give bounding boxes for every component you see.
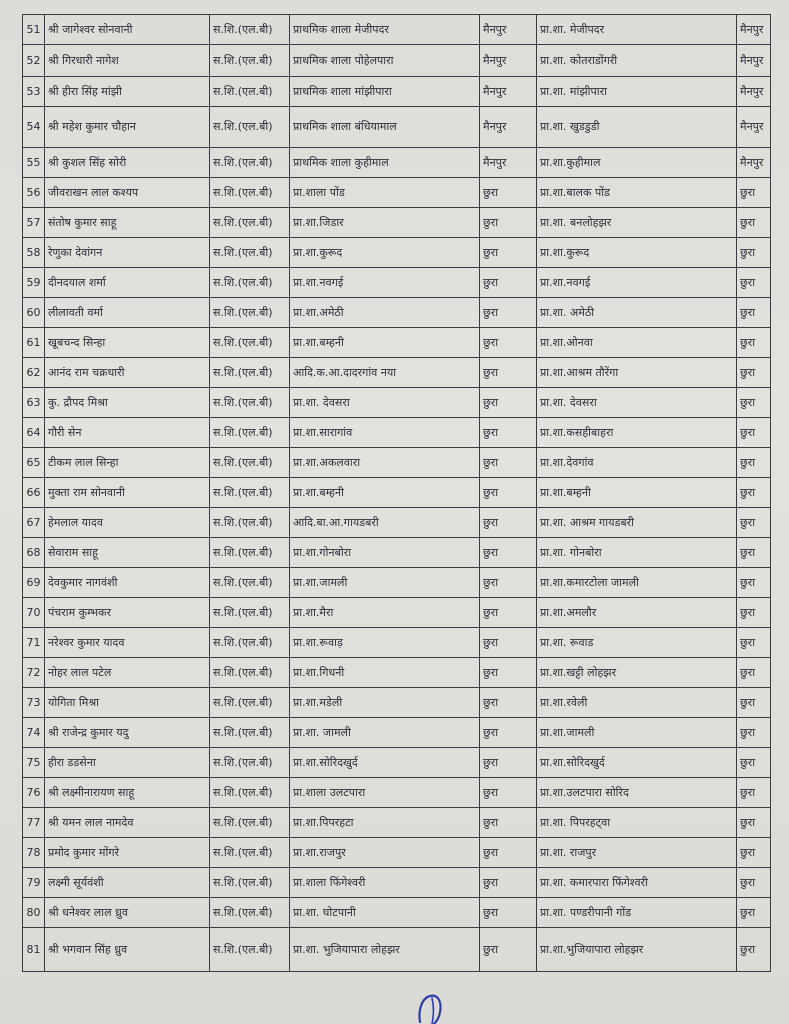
current-school-cell: प्रा.शा.जामली xyxy=(290,568,480,598)
teacher-name-cell: योगिता मिश्रा xyxy=(45,688,210,718)
table-row xyxy=(23,688,771,718)
teacher-name-cell: लक्ष्मी सूर्यवंशी xyxy=(45,868,210,898)
table-row xyxy=(23,418,771,448)
new-block-cell: छुरा xyxy=(737,688,771,718)
current-block-cell: छुरा xyxy=(480,448,537,478)
designation-cell: स.शि.(एल.बी) xyxy=(210,77,290,107)
designation-cell: स.शि.(एल.बी) xyxy=(210,778,290,808)
serial-number-cell: 77 xyxy=(23,808,45,838)
current-school-cell: प्रा.शा. भुजियापारा लोहझर xyxy=(290,928,480,972)
new-school-cell: प्रा.शा. कमारपारा फिंगेश्वरी xyxy=(537,868,737,898)
serial-number-cell: 81 xyxy=(23,928,45,972)
table-row xyxy=(23,628,771,658)
designation-cell: स.शि.(एल.बी) xyxy=(210,178,290,208)
serial-number-cell: 71 xyxy=(23,628,45,658)
serial-number-cell: 53 xyxy=(23,77,45,107)
teacher-name-cell: कु. द्रौपद मिश्रा xyxy=(45,388,210,418)
new-school-cell: प्रा.शा.नवगई xyxy=(537,268,737,298)
serial-number-cell: 79 xyxy=(23,868,45,898)
current-block-cell: छुरा xyxy=(480,658,537,688)
current-block-cell: छुरा xyxy=(480,208,537,238)
serial-number-cell: 78 xyxy=(23,838,45,868)
current-block-cell: छुरा xyxy=(480,868,537,898)
table-row xyxy=(23,778,771,808)
new-block-cell: छुरा xyxy=(737,598,771,628)
current-block-cell: मैनपुर xyxy=(480,148,537,178)
new-school-cell: प्रा.शा. पण्डरीपानी गोंड xyxy=(537,898,737,928)
teacher-name-cell: सेवाराम साहू xyxy=(45,538,210,568)
designation-cell: स.शि.(एल.बी) xyxy=(210,718,290,748)
table-row xyxy=(23,568,771,598)
table-row xyxy=(23,538,771,568)
teacher-name-cell: खूबचन्द सिन्हा xyxy=(45,328,210,358)
teacher-transfer-table xyxy=(22,14,771,972)
current-school-cell: प्रा.शा.राजपुर xyxy=(290,838,480,868)
new-block-cell: छुरा xyxy=(737,748,771,778)
teacher-name-cell: श्री जागेश्वर सोनवानी xyxy=(45,15,210,45)
new-block-cell: मैनपुर xyxy=(737,45,771,77)
new-school-cell: प्रा.शा. पिपरहट्वा xyxy=(537,808,737,838)
new-block-cell: छुरा xyxy=(737,418,771,448)
current-block-cell: छुरा xyxy=(480,778,537,808)
table-row xyxy=(23,718,771,748)
current-school-cell: प्राथमिक शाला कुहीमाल xyxy=(290,148,480,178)
new-block-cell: छुरा xyxy=(737,568,771,598)
serial-number-cell: 64 xyxy=(23,418,45,448)
teacher-name-cell: नरेश्वर कुमार यादव xyxy=(45,628,210,658)
current-block-cell: छुरा xyxy=(480,328,537,358)
teacher-name-cell: मुक्ता राम सोनवानी xyxy=(45,478,210,508)
current-block-cell: छुरा xyxy=(480,538,537,568)
teacher-name-cell: हीरा डडसेना xyxy=(45,748,210,778)
current-block-cell: छुरा xyxy=(480,718,537,748)
current-school-cell: आदि.बा.आ.गायडबरी xyxy=(290,508,480,538)
designation-cell: स.शि.(एल.बी) xyxy=(210,568,290,598)
designation-cell: स.शि.(एल.बी) xyxy=(210,808,290,838)
table-row xyxy=(23,358,771,388)
serial-number-cell: 70 xyxy=(23,598,45,628)
teacher-name-cell: श्री धनेश्वर लाल ध्रुव xyxy=(45,898,210,928)
teacher-name-cell: देवकुमार नागवंशी xyxy=(45,568,210,598)
new-school-cell: प्रा.शा. आश्रम गायडबरी xyxy=(537,508,737,538)
current-school-cell: प्रा.शा.गिधनी xyxy=(290,658,480,688)
table-row xyxy=(23,178,771,208)
new-school-cell: प्रा.शा. रूवाड xyxy=(537,628,737,658)
new-school-cell: प्रा.शा.भुजियापारा लोहझर xyxy=(537,928,737,972)
serial-number-cell: 60 xyxy=(23,298,45,328)
table-row xyxy=(23,598,771,628)
new-block-cell: छुरा xyxy=(737,718,771,748)
new-block-cell: छुरा xyxy=(737,658,771,688)
new-block-cell: छुरा xyxy=(737,868,771,898)
designation-cell: स.शि.(एल.बी) xyxy=(210,598,290,628)
table-row xyxy=(23,508,771,538)
designation-cell: स.शि.(एल.बी) xyxy=(210,358,290,388)
teacher-name-cell: श्री भगवान सिंह ध्रुव xyxy=(45,928,210,972)
current-block-cell: छुरा xyxy=(480,298,537,328)
current-block-cell: मैनपुर xyxy=(480,77,537,107)
teacher-name-cell: संतोष कुमार साहू xyxy=(45,208,210,238)
teacher-name-cell: श्री गिरधारी नागेश xyxy=(45,45,210,77)
teacher-name-cell: श्री हीरा सिंह मांझी xyxy=(45,77,210,107)
teacher-name-cell: श्री कुशल सिंह सोरी xyxy=(45,148,210,178)
serial-number-cell: 58 xyxy=(23,238,45,268)
new-school-cell: प्रा.शा.कसहीबाहरा xyxy=(537,418,737,448)
designation-cell: स.शि.(एल.बी) xyxy=(210,107,290,148)
table-row xyxy=(23,928,771,972)
table-row xyxy=(23,238,771,268)
serial-number-cell: 74 xyxy=(23,718,45,748)
table-row xyxy=(23,148,771,178)
serial-number-cell: 80 xyxy=(23,898,45,928)
designation-cell: स.शि.(एल.बी) xyxy=(210,658,290,688)
designation-cell: स.शि.(एल.बी) xyxy=(210,898,290,928)
teacher-name-cell: नोहर लाल पटेल xyxy=(45,658,210,688)
new-block-cell: छुरा xyxy=(737,178,771,208)
current-school-cell: प्रा.शा.अकलवारा xyxy=(290,448,480,478)
new-block-cell: छुरा xyxy=(737,478,771,508)
current-block-cell: छुरा xyxy=(480,388,537,418)
serial-number-cell: 61 xyxy=(23,328,45,358)
new-school-cell: प्रा.शा.बम्हनी xyxy=(537,478,737,508)
teacher-name-cell: प्रमोद कुमार मोंगरे xyxy=(45,838,210,868)
current-school-cell: प्रा.शा.अमेठी xyxy=(290,298,480,328)
designation-cell: स.शि.(एल.बी) xyxy=(210,268,290,298)
new-block-cell: छुरा xyxy=(737,448,771,478)
new-block-cell: छुरा xyxy=(737,238,771,268)
new-block-cell: छुरा xyxy=(737,778,771,808)
current-school-cell: प्रा.शा.कुरूद xyxy=(290,238,480,268)
table-row xyxy=(23,808,771,838)
new-school-cell: प्रा.शा. मेजीपदर xyxy=(537,15,737,45)
current-block-cell: छुरा xyxy=(480,688,537,718)
current-school-cell: प्रा.शा.गोनबोरा xyxy=(290,538,480,568)
designation-cell: स.शि.(एल.बी) xyxy=(210,328,290,358)
serial-number-cell: 69 xyxy=(23,568,45,598)
current-school-cell: प्रा.शा. देवसरा xyxy=(290,388,480,418)
current-block-cell: छुरा xyxy=(480,628,537,658)
table-row xyxy=(23,107,771,148)
designation-cell: स.शि.(एल.बी) xyxy=(210,928,290,972)
new-block-cell: छुरा xyxy=(737,628,771,658)
current-school-cell: प्रा.शा.बम्हनी xyxy=(290,328,480,358)
current-block-cell: छुरा xyxy=(480,808,537,838)
current-school-cell: प्राथमिक शाला मेजीपदर xyxy=(290,15,480,45)
new-school-cell: प्रा.शा.ओनवा xyxy=(537,328,737,358)
teacher-name-cell: श्री लक्ष्मीनारायण साहू xyxy=(45,778,210,808)
new-school-cell: प्रा.शा.रवेली xyxy=(537,688,737,718)
designation-cell: स.शि.(एल.बी) xyxy=(210,238,290,268)
new-school-cell: प्रा.शा.कुहीमाल xyxy=(537,148,737,178)
teacher-name-cell: श्री महेश कुमार चौहान xyxy=(45,107,210,148)
teacher-name-cell: श्री राजेन्द्र कुमार यदु xyxy=(45,718,210,748)
current-block-cell: छुरा xyxy=(480,898,537,928)
new-block-cell: छुरा xyxy=(737,838,771,868)
current-school-cell: प्रा.शा.सारागांव xyxy=(290,418,480,448)
table-row xyxy=(23,45,771,77)
current-block-cell: छुरा xyxy=(480,928,537,972)
new-block-cell: छुरा xyxy=(737,268,771,298)
serial-number-cell: 63 xyxy=(23,388,45,418)
new-block-cell: मैनपुर xyxy=(737,107,771,148)
table-row xyxy=(23,748,771,778)
new-block-cell: मैनपुर xyxy=(737,148,771,178)
serial-number-cell: 55 xyxy=(23,148,45,178)
current-school-cell: प्रा.शा.रूवाड़ xyxy=(290,628,480,658)
current-block-cell: मैनपुर xyxy=(480,15,537,45)
current-block-cell: छुरा xyxy=(480,358,537,388)
teacher-name-cell: आनंद राम चक्रधारी xyxy=(45,358,210,388)
teacher-name-cell: रेणुका देवांगन xyxy=(45,238,210,268)
designation-cell: स.शि.(एल.बी) xyxy=(210,868,290,898)
current-school-cell: प्रा.शाला उलटपारा xyxy=(290,778,480,808)
table-row xyxy=(23,868,771,898)
teacher-name-cell: जीवराखन लाल कश्यप xyxy=(45,178,210,208)
designation-cell: स.शि.(एल.बी) xyxy=(210,688,290,718)
current-block-cell: छुरा xyxy=(480,478,537,508)
designation-cell: स.शि.(एल.बी) xyxy=(210,388,290,418)
new-school-cell: प्रा.शा.देवगांव xyxy=(537,448,737,478)
current-school-cell: प्रा.शा.बम्हनी xyxy=(290,478,480,508)
current-school-cell: प्रा.शा.पिपरहटा xyxy=(290,808,480,838)
table-row xyxy=(23,658,771,688)
designation-cell: स.शि.(एल.बी) xyxy=(210,628,290,658)
serial-number-cell: 66 xyxy=(23,478,45,508)
new-block-cell: छुरा xyxy=(737,208,771,238)
new-school-cell: प्रा.शा. मांझीपारा xyxy=(537,77,737,107)
new-school-cell: प्रा.शा.कुरूद xyxy=(537,238,737,268)
current-school-cell: प्राथमिक शाला पोहेलपारा xyxy=(290,45,480,77)
current-block-cell: छुरा xyxy=(480,598,537,628)
new-school-cell: प्रा.शा.बालक पोंड xyxy=(537,178,737,208)
new-school-cell: प्रा.शा.कमारटोला जामली xyxy=(537,568,737,598)
serial-number-cell: 73 xyxy=(23,688,45,718)
current-block-cell: छुरा xyxy=(480,748,537,778)
new-school-cell: प्रा.शा.आश्रम तौरेंगा xyxy=(537,358,737,388)
new-school-cell: प्रा.शा.खट्टी लोहझर xyxy=(537,658,737,688)
teacher-name-cell: दीनदयाल शर्मा xyxy=(45,268,210,298)
current-block-cell: मैनपुर xyxy=(480,45,537,77)
new-school-cell: प्रा.शा. अमेठी xyxy=(537,298,737,328)
current-school-cell: प्रा.शाला फिंगेश्वरी xyxy=(290,868,480,898)
new-school-cell: प्रा.शा. देवसरा xyxy=(537,388,737,418)
current-school-cell: प्रा.शा.सोरिदखुर्द xyxy=(290,748,480,778)
current-school-cell: प्राथमिक शाला मांझीपारा xyxy=(290,77,480,107)
new-school-cell: प्रा.शा. राजपुर xyxy=(537,838,737,868)
table-row xyxy=(23,328,771,358)
table-body xyxy=(23,15,771,972)
designation-cell: स.शि.(एल.बी) xyxy=(210,208,290,238)
serial-number-cell: 59 xyxy=(23,268,45,298)
table-row xyxy=(23,77,771,107)
new-school-cell: प्रा.शा. खुडडुडी xyxy=(537,107,737,148)
new-block-cell: छुरा xyxy=(737,538,771,568)
new-block-cell: छुरा xyxy=(737,928,771,972)
new-school-cell: प्रा.शा. गोनबोरा xyxy=(537,538,737,568)
table-row xyxy=(23,268,771,298)
current-block-cell: छुरा xyxy=(480,238,537,268)
new-block-cell: मैनपुर xyxy=(737,15,771,45)
new-block-cell: छुरा xyxy=(737,388,771,418)
designation-cell: स.शि.(एल.बी) xyxy=(210,15,290,45)
new-school-cell: प्रा.शा.अमलौर xyxy=(537,598,737,628)
serial-number-cell: 57 xyxy=(23,208,45,238)
current-school-cell: प्रा.शा.जिडार xyxy=(290,208,480,238)
teacher-name-cell: टीकम लाल सिन्हा xyxy=(45,448,210,478)
current-block-cell: छुरा xyxy=(480,418,537,448)
new-block-cell: छुरा xyxy=(737,328,771,358)
current-block-cell: छुरा xyxy=(480,268,537,298)
serial-number-cell: 56 xyxy=(23,178,45,208)
current-school-cell: प्रा.शा. जामली xyxy=(290,718,480,748)
current-school-cell: प्रा.शा.मैरा xyxy=(290,598,480,628)
designation-cell: स.शि.(एल.बी) xyxy=(210,478,290,508)
new-block-cell: छुरा xyxy=(737,358,771,388)
current-school-cell: प्रा.शा.मडेली xyxy=(290,688,480,718)
current-block-cell: मैनपुर xyxy=(480,107,537,148)
designation-cell: स.शि.(एल.बी) xyxy=(210,148,290,178)
new-block-cell: मैनपुर xyxy=(737,77,771,107)
table-row xyxy=(23,838,771,868)
table-row xyxy=(23,208,771,238)
designation-cell: स.शि.(एल.बी) xyxy=(210,538,290,568)
serial-number-cell: 52 xyxy=(23,45,45,77)
current-school-cell: आदि.क.आ.दादरगांव नया xyxy=(290,358,480,388)
current-school-cell: प्रा.शा. घोटपानी xyxy=(290,898,480,928)
current-school-cell: प्रा.शाला पोंड xyxy=(290,178,480,208)
table-row xyxy=(23,15,771,45)
current-block-cell: छुरा xyxy=(480,838,537,868)
designation-cell: स.शि.(एल.बी) xyxy=(210,45,290,77)
table-row xyxy=(23,298,771,328)
new-block-cell: छुरा xyxy=(737,808,771,838)
new-school-cell: प्रा.शा. कोतराडोंगरी xyxy=(537,45,737,77)
designation-cell: स.शि.(एल.बी) xyxy=(210,418,290,448)
new-school-cell: प्रा.शा.जामली xyxy=(537,718,737,748)
designation-cell: स.शि.(एल.बी) xyxy=(210,448,290,478)
current-school-cell: प्राथमिक शाला बंधियामाल xyxy=(290,107,480,148)
teacher-name-cell: श्री यमन लाल नामदेव xyxy=(45,808,210,838)
teacher-name-cell: गौरी सेन xyxy=(45,418,210,448)
table-row xyxy=(23,478,771,508)
serial-number-cell: 67 xyxy=(23,508,45,538)
designation-cell: स.शि.(एल.बी) xyxy=(210,748,290,778)
serial-number-cell: 51 xyxy=(23,15,45,45)
new-block-cell: छुरा xyxy=(737,508,771,538)
serial-number-cell: 72 xyxy=(23,658,45,688)
designation-cell: स.शि.(एल.बी) xyxy=(210,838,290,868)
signature-mark xyxy=(412,984,452,1024)
new-block-cell: छुरा xyxy=(737,898,771,928)
teacher-name-cell: पंचराम कुम्भकर xyxy=(45,598,210,628)
current-school-cell: प्रा.शा.नवगई xyxy=(290,268,480,298)
teacher-name-cell: हेमलाल यादव xyxy=(45,508,210,538)
new-school-cell: प्रा.शा.सोरिदखुर्द xyxy=(537,748,737,778)
serial-number-cell: 68 xyxy=(23,538,45,568)
new-block-cell: छुरा xyxy=(737,298,771,328)
new-school-cell: प्रा.शा. बनलोहझर xyxy=(537,208,737,238)
serial-number-cell: 65 xyxy=(23,448,45,478)
current-block-cell: छुरा xyxy=(480,178,537,208)
table-row xyxy=(23,898,771,928)
new-school-cell: प्रा.शा.उलटपारा सोरिद xyxy=(537,778,737,808)
serial-number-cell: 54 xyxy=(23,107,45,148)
serial-number-cell: 75 xyxy=(23,748,45,778)
designation-cell: स.शि.(एल.बी) xyxy=(210,508,290,538)
designation-cell: स.शि.(एल.बी) xyxy=(210,298,290,328)
serial-number-cell: 62 xyxy=(23,358,45,388)
serial-number-cell: 76 xyxy=(23,778,45,808)
table-row xyxy=(23,388,771,418)
current-block-cell: छुरा xyxy=(480,568,537,598)
teacher-name-cell: लीलावती वर्मा xyxy=(45,298,210,328)
current-block-cell: छुरा xyxy=(480,508,537,538)
table-row xyxy=(23,448,771,478)
